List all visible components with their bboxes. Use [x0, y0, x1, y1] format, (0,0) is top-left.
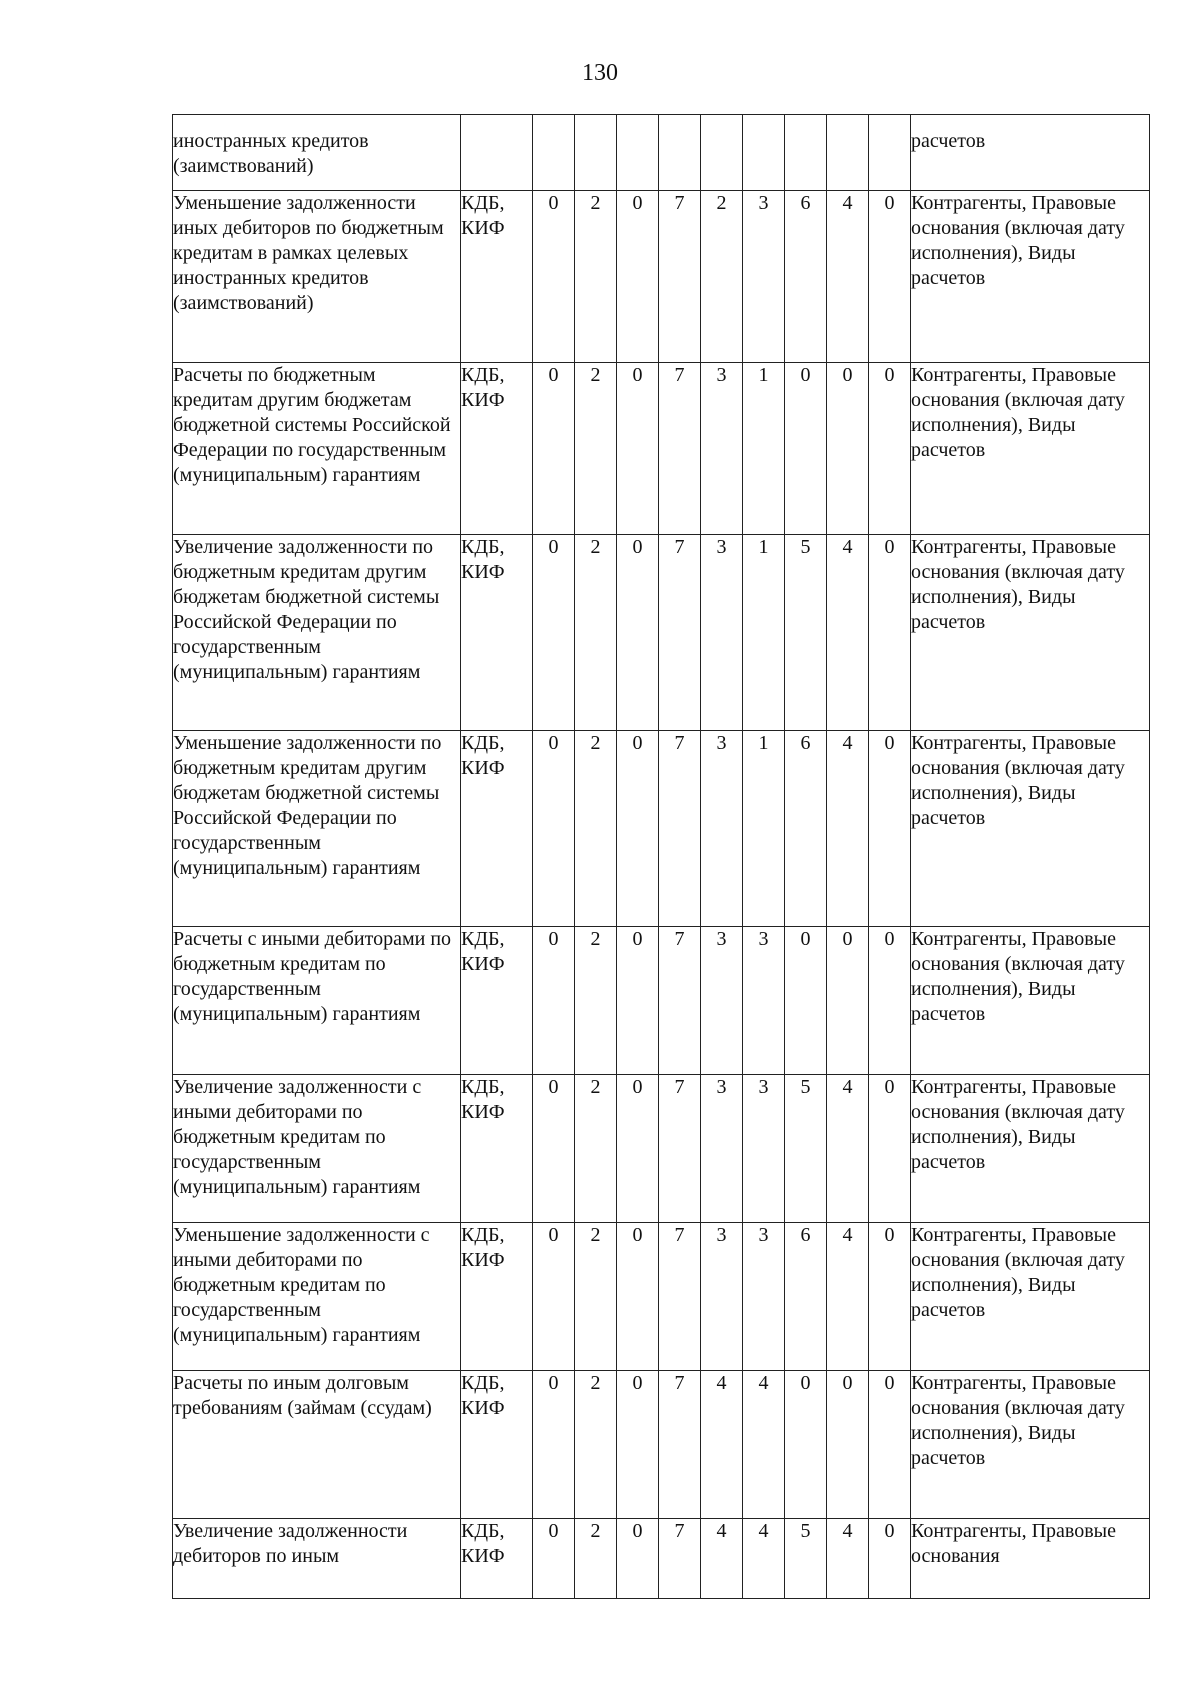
- account-digit-cell: 1: [743, 535, 785, 731]
- account-digit-cell: 0: [869, 535, 911, 731]
- account-digit-cell: 7: [659, 1519, 701, 1599]
- account-digit-cell: 4: [827, 535, 869, 731]
- account-digit-cell: 4: [701, 1371, 743, 1519]
- account-digit-cell: 4: [743, 1371, 785, 1519]
- account-digit-cell: 4: [827, 1075, 869, 1223]
- account-digit-cell: 3: [743, 1223, 785, 1371]
- account-digit-cell: 0: [533, 1223, 575, 1371]
- account-digit-cell: [869, 115, 911, 191]
- account-digit-cell: 0: [617, 1075, 659, 1223]
- account-digit-cell: 4: [827, 1223, 869, 1371]
- account-digit-cell: 0: [617, 191, 659, 363]
- account-digit-cell: 3: [701, 1223, 743, 1371]
- table-row: [173, 927, 1150, 1075]
- account-name-cell: Уменьшение задолженности иных дебиторов по бюджетным кредитам в рамках целевых иностранных кредитов (заимствований): [173, 191, 461, 363]
- account-digit-cell: 7: [659, 1371, 701, 1519]
- analytics-cell: расчетов: [911, 115, 1150, 191]
- account-digit-cell: 7: [659, 1075, 701, 1223]
- account-digit-cell: 3: [701, 535, 743, 731]
- account-digit-cell: 0: [785, 927, 827, 1075]
- kd-code-cell: КДБ, КИФ: [461, 1371, 533, 1519]
- account-digit-cell: 0: [869, 1223, 911, 1371]
- table-row: [173, 363, 1150, 535]
- table-row: [173, 191, 1150, 363]
- analytics-cell: Контрагенты, Правовые основания (включая дату исполнения), Виды расчетов: [911, 927, 1150, 1075]
- account-digit-cell: 0: [533, 927, 575, 1075]
- account-digit-cell: 2: [575, 191, 617, 363]
- account-digit-cell: 4: [827, 731, 869, 927]
- kd-code-cell: КДБ, КИФ: [461, 1075, 533, 1223]
- analytics-cell: Контрагенты, Правовые основания (включая дату исполнения), Виды расчетов: [911, 1223, 1150, 1371]
- account-digit-cell: 0: [533, 1371, 575, 1519]
- account-digit-cell: 3: [743, 927, 785, 1075]
- account-digit-cell: 0: [533, 191, 575, 363]
- table-row: [173, 1223, 1150, 1371]
- account-digit-cell: [659, 115, 701, 191]
- table-row: [173, 1519, 1150, 1599]
- analytics-cell: Контрагенты, Правовые основания (включая дату исполнения), Виды расчетов: [911, 1075, 1150, 1223]
- account-digit-cell: 7: [659, 731, 701, 927]
- account-digit-cell: 0: [869, 1519, 911, 1599]
- account-digit-cell: 0: [533, 1075, 575, 1223]
- account-digit-cell: 3: [743, 191, 785, 363]
- account-digit-cell: 5: [785, 1075, 827, 1223]
- account-digit-cell: 1: [743, 363, 785, 535]
- account-digit-cell: 6: [785, 1223, 827, 1371]
- account-digit-cell: 0: [869, 363, 911, 535]
- account-digit-cell: 3: [701, 1075, 743, 1223]
- account-digit-cell: 0: [533, 1519, 575, 1599]
- page-number: 130: [582, 60, 618, 86]
- account-digit-cell: 0: [827, 363, 869, 535]
- kd-code-cell: КДБ, КИФ: [461, 191, 533, 363]
- account-digit-cell: 2: [575, 363, 617, 535]
- account-digit-cell: 0: [617, 1371, 659, 1519]
- account-digit-cell: 0: [869, 1371, 911, 1519]
- account-digit-cell: 6: [785, 731, 827, 927]
- table-row: [173, 115, 1150, 191]
- account-name-cell: Увеличение задолженности дебиторов по иным: [173, 1519, 461, 1599]
- account-digit-cell: 4: [827, 1519, 869, 1599]
- account-digit-cell: 0: [533, 731, 575, 927]
- account-digit-cell: 7: [659, 363, 701, 535]
- account-digit-cell: 0: [869, 191, 911, 363]
- table-row: [173, 1371, 1150, 1519]
- account-digit-cell: 0: [617, 927, 659, 1075]
- account-digit-cell: 2: [575, 1075, 617, 1223]
- account-digit-cell: 4: [743, 1519, 785, 1599]
- account-digit-cell: 0: [785, 363, 827, 535]
- account-name-cell: Уменьшение задолженности с иными дебиторами по бюджетным кредитам по государственным (муниципальным) гарантиям: [173, 1223, 461, 1371]
- account-digit-cell: [617, 115, 659, 191]
- account-digit-cell: 0: [533, 535, 575, 731]
- account-digit-cell: 0: [869, 1075, 911, 1223]
- account-digit-cell: 7: [659, 1223, 701, 1371]
- account-digit-cell: [701, 115, 743, 191]
- account-digit-cell: 2: [575, 1371, 617, 1519]
- analytics-cell: Контрагенты, Правовые основания (включая дату исполнения), Виды расчетов: [911, 731, 1150, 927]
- kd-code-cell: КДБ, КИФ: [461, 731, 533, 927]
- accounts-table: [172, 114, 1150, 1599]
- analytics-cell: Контрагенты, Правовые основания (включая дату исполнения), Виды расчетов: [911, 191, 1150, 363]
- account-digit-cell: 1: [743, 731, 785, 927]
- account-digit-cell: 2: [575, 1519, 617, 1599]
- account-digit-cell: 7: [659, 191, 701, 363]
- account-digit-cell: 0: [617, 535, 659, 731]
- analytics-cell: Контрагенты, Правовые основания: [911, 1519, 1150, 1599]
- account-digit-cell: 4: [827, 191, 869, 363]
- account-digit-cell: 3: [743, 1075, 785, 1223]
- account-digit-cell: [785, 115, 827, 191]
- table-row: [173, 1075, 1150, 1223]
- account-name-cell: Расчеты по иным долговым требованиям (займам (ссудам): [173, 1371, 461, 1519]
- account-digit-cell: [533, 115, 575, 191]
- account-digit-cell: 2: [575, 535, 617, 731]
- kd-code-cell: КДБ, КИФ: [461, 535, 533, 731]
- kd-code-cell: КДБ, КИФ: [461, 1519, 533, 1599]
- account-digit-cell: 4: [701, 1519, 743, 1599]
- account-name-cell: Расчеты по бюджетным кредитам другим бюджетам бюджетной системы Российской Федерации по государственным (муниципальным) гарантиям: [173, 363, 461, 535]
- account-digit-cell: 3: [701, 927, 743, 1075]
- kd-code-cell: КДБ, КИФ: [461, 927, 533, 1075]
- account-digit-cell: 7: [659, 535, 701, 731]
- account-digit-cell: 0: [827, 1371, 869, 1519]
- account-digit-cell: 5: [785, 1519, 827, 1599]
- account-digit-cell: 6: [785, 191, 827, 363]
- table-row: [173, 535, 1150, 731]
- analytics-cell: Контрагенты, Правовые основания (включая дату исполнения), Виды расчетов: [911, 535, 1150, 731]
- account-digit-cell: 0: [785, 1371, 827, 1519]
- account-digit-cell: 7: [659, 927, 701, 1075]
- account-digit-cell: 3: [701, 363, 743, 535]
- account-digit-cell: 5: [785, 535, 827, 731]
- account-digit-cell: [575, 115, 617, 191]
- account-digit-cell: 2: [575, 1223, 617, 1371]
- account-name-cell: Расчеты с иными дебиторами по бюджетным кредитам по государственным (муниципальным) гарантиям: [173, 927, 461, 1075]
- account-digit-cell: 0: [617, 1223, 659, 1371]
- analytics-cell: Контрагенты, Правовые основания (включая дату исполнения), Виды расчетов: [911, 1371, 1150, 1519]
- account-digit-cell: 0: [869, 731, 911, 927]
- analytics-cell: Контрагенты, Правовые основания (включая дату исполнения), Виды расчетов: [911, 363, 1150, 535]
- account-digit-cell: [743, 115, 785, 191]
- account-digit-cell: 2: [701, 191, 743, 363]
- account-name-cell: Увеличение задолженности с иными дебиторами по бюджетным кредитам по государственным (муниципальным) гарантиям: [173, 1075, 461, 1223]
- account-digit-cell: 2: [575, 731, 617, 927]
- kd-code-cell: [461, 115, 533, 191]
- account-name-cell: иностранных кредитов (заимствований): [173, 115, 461, 191]
- account-digit-cell: 3: [701, 731, 743, 927]
- account-digit-cell: 0: [617, 363, 659, 535]
- account-digit-cell: 0: [617, 1519, 659, 1599]
- table-row: [173, 731, 1150, 927]
- account-digit-cell: 0: [617, 731, 659, 927]
- kd-code-cell: КДБ, КИФ: [461, 1223, 533, 1371]
- account-name-cell: Увеличение задолженности по бюджетным кредитам другим бюджетам бюджетной системы Российской Федерации по государственным (муниципальным) гарантиям: [173, 535, 461, 731]
- kd-code-cell: КДБ, КИФ: [461, 363, 533, 535]
- account-digit-cell: 0: [827, 927, 869, 1075]
- account-digit-cell: 0: [533, 363, 575, 535]
- account-digit-cell: [827, 115, 869, 191]
- account-digit-cell: 0: [869, 927, 911, 1075]
- account-name-cell: Уменьшение задолженности по бюджетным кредитам другим бюджетам бюджетной системы Российской Федерации по государственным (муниципальным) гарантиям: [173, 731, 461, 927]
- account-digit-cell: 2: [575, 927, 617, 1075]
